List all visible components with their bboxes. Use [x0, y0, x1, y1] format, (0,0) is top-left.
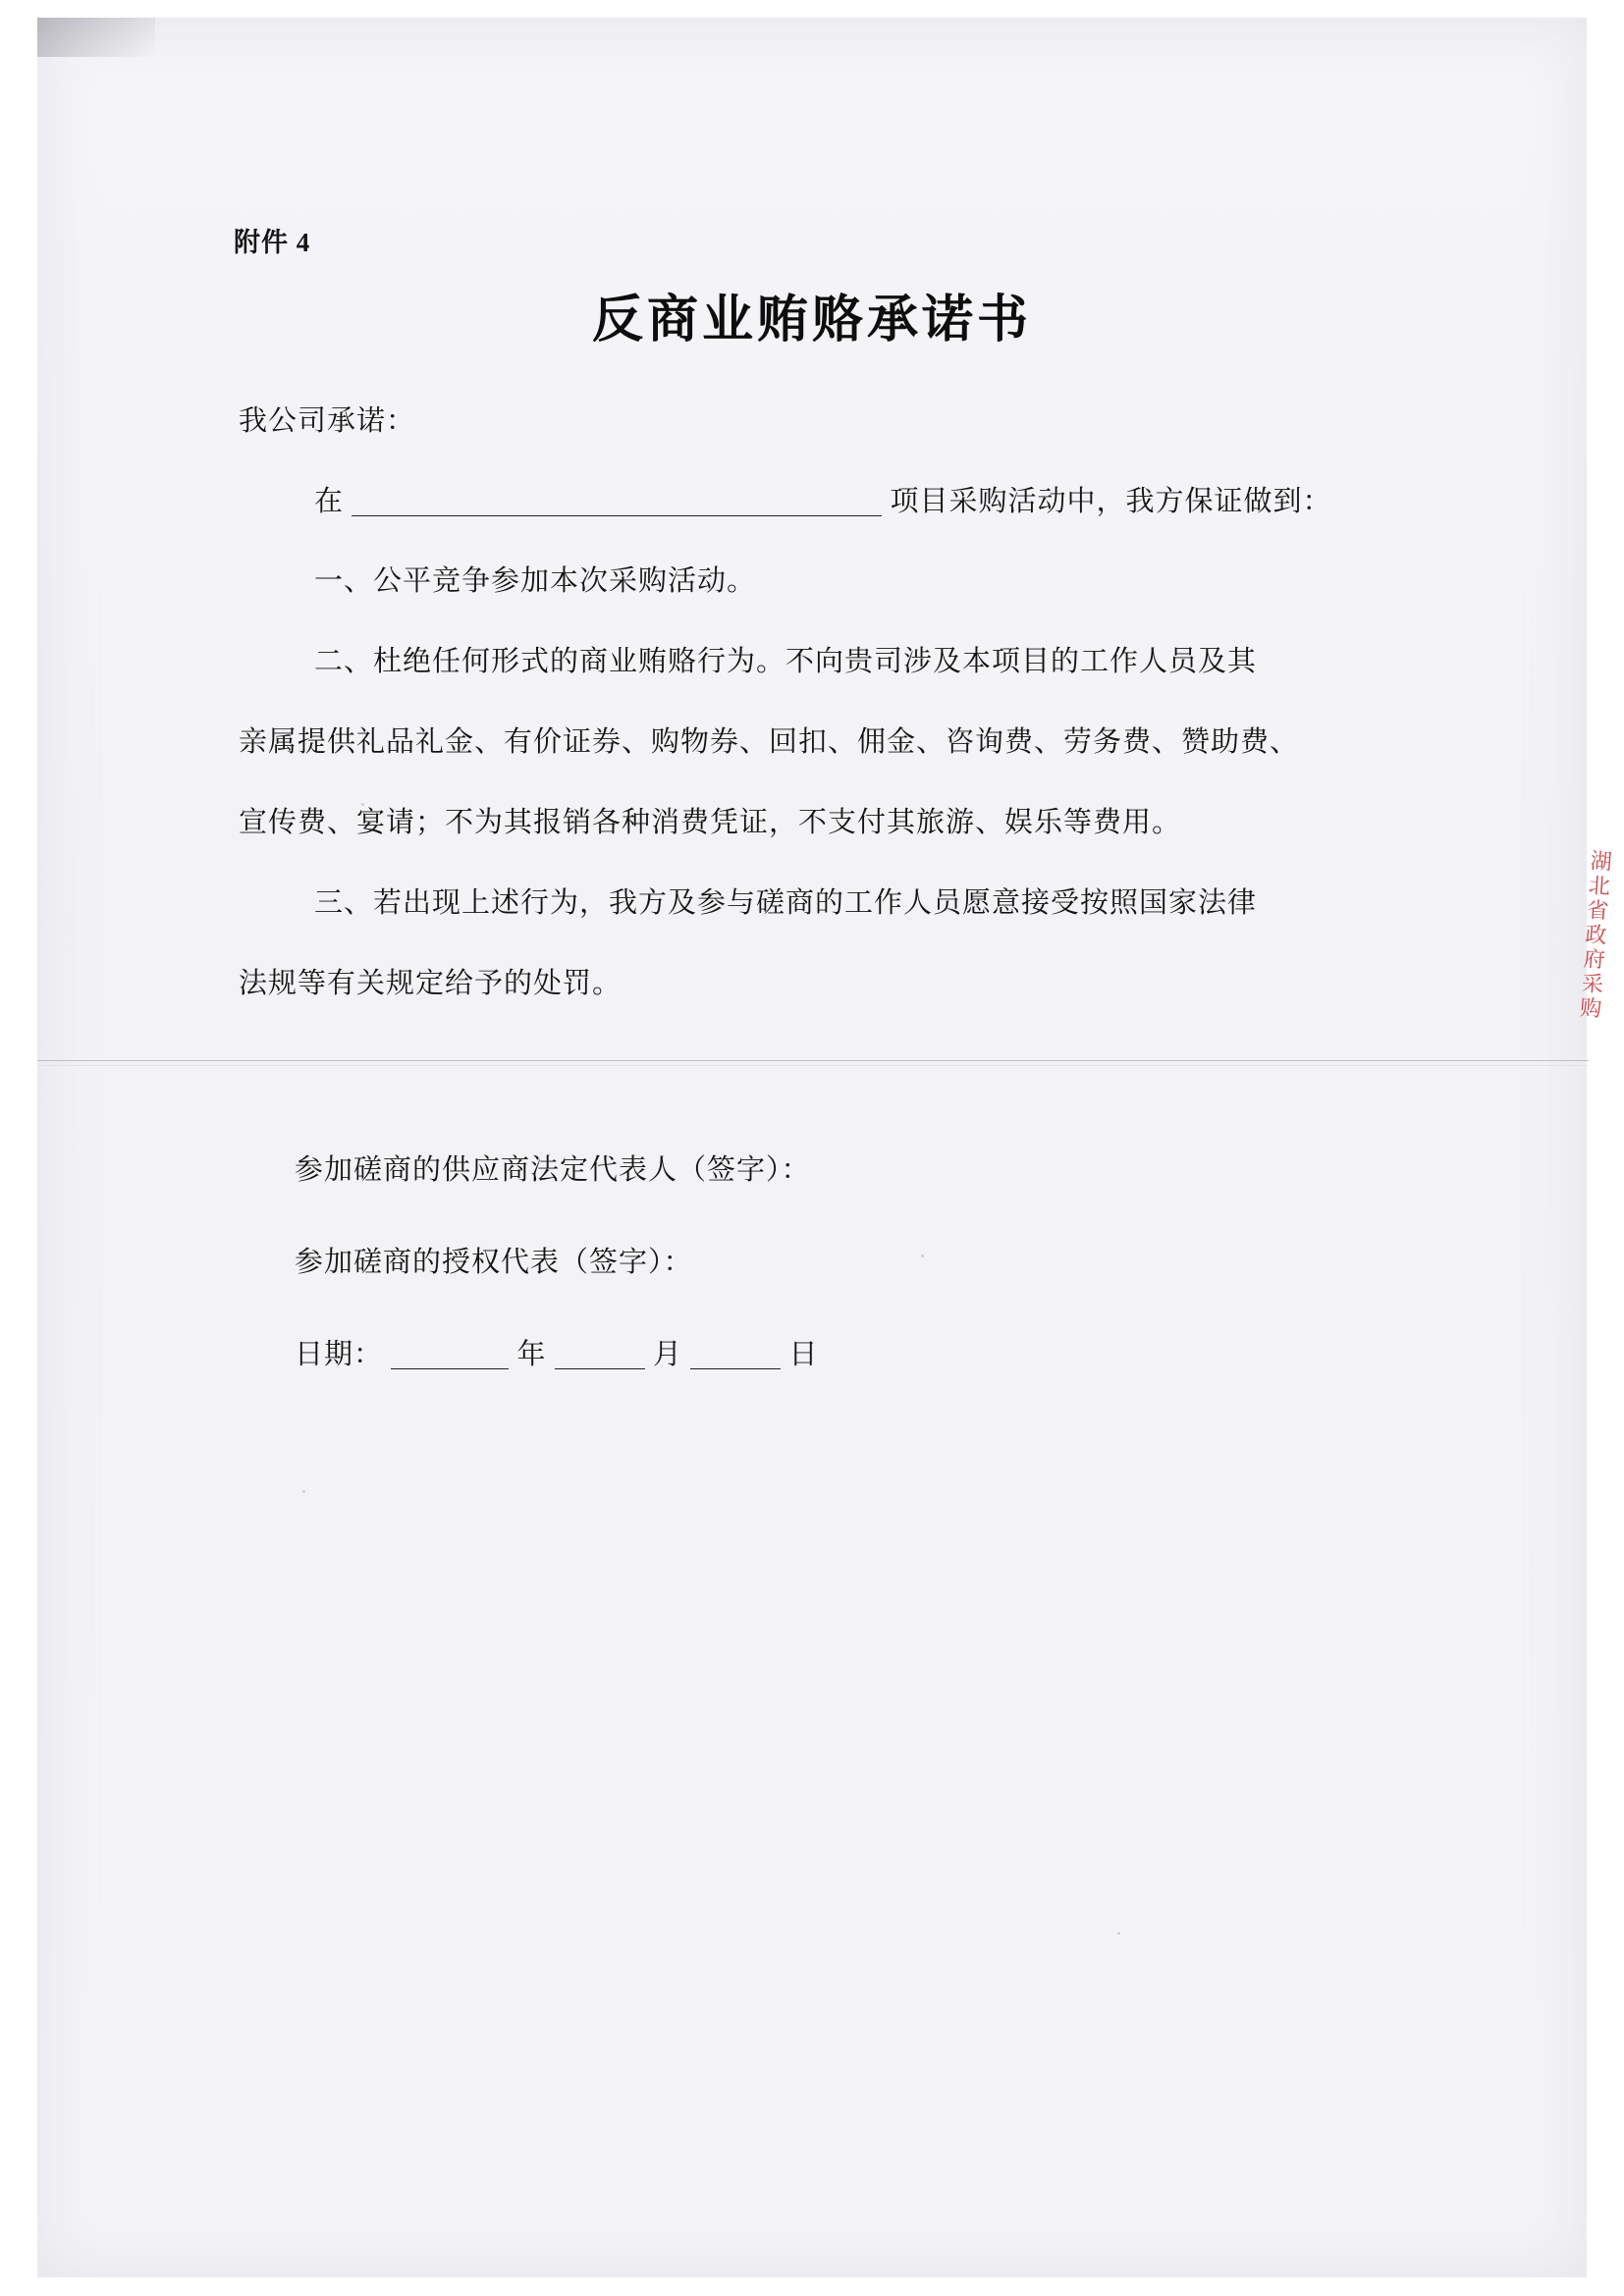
clause-2-line-1: 二、杜绝任何形式的商业贿赂行为。不向贵司涉及本项目的工作人员及其	[314, 646, 1258, 677]
attachment-label: 附件 4	[234, 228, 311, 257]
clause-3-line-1: 三、若出现上述行为，我方及参与磋商的工作人员愿意接受按照国家法律	[314, 887, 1258, 919]
paper-fold-highlight	[37, 1065, 1589, 1066]
scan-speck	[302, 1490, 305, 1493]
scan-speck	[1117, 1932, 1120, 1935]
legal-rep-signature-label: 参加磋商的供应商法定代表人（签字）：	[295, 1154, 811, 1186]
scan-shadow-corner	[37, 18, 155, 57]
page-title: 反商业贿赂承诺书	[591, 290, 1032, 349]
paper-fold-line	[37, 1060, 1589, 1061]
clause-1: 一、公平竞争参加本次采购活动。	[314, 565, 757, 597]
project-suffix: 项目采购活动中，我方保证做到：	[890, 486, 1332, 517]
clause-3-line-2: 法规等有关规定给予的处罚。	[239, 968, 623, 999]
scanned-paper	[37, 18, 1587, 2277]
project-name-blank[interactable]	[352, 488, 882, 516]
scan-speck	[921, 1255, 924, 1257]
date-day-blank[interactable]	[690, 1341, 781, 1369]
promise-intro: 我公司承诺：	[239, 405, 416, 437]
red-stamp-text: 湖北省政府采购	[1576, 848, 1614, 1022]
date-line	[295, 1341, 819, 1369]
clause-2-line-2: 亲属提供礼品礼金、有价证券、购物券、回扣、佣金、咨询费、劳务费、赞助费、	[239, 726, 1300, 758]
clause-2-line-3: 宣传费、宴请；不为其报销各种消费凭证，不支付其旅游、娱乐等费用。	[239, 807, 1182, 838]
project-fill-line	[314, 488, 1332, 516]
year-unit: 年	[516, 1339, 547, 1370]
date-year-blank[interactable]	[391, 1341, 509, 1369]
authorized-rep-signature-label: 参加磋商的授权代表（签字）：	[295, 1247, 693, 1278]
date-month-blank[interactable]	[555, 1341, 645, 1369]
day-unit: 日	[788, 1339, 819, 1370]
date-label: 日期：	[295, 1339, 384, 1370]
scan-speck	[361, 803, 364, 806]
project-prefix: 在	[314, 486, 345, 517]
month-unit: 月	[653, 1339, 683, 1370]
